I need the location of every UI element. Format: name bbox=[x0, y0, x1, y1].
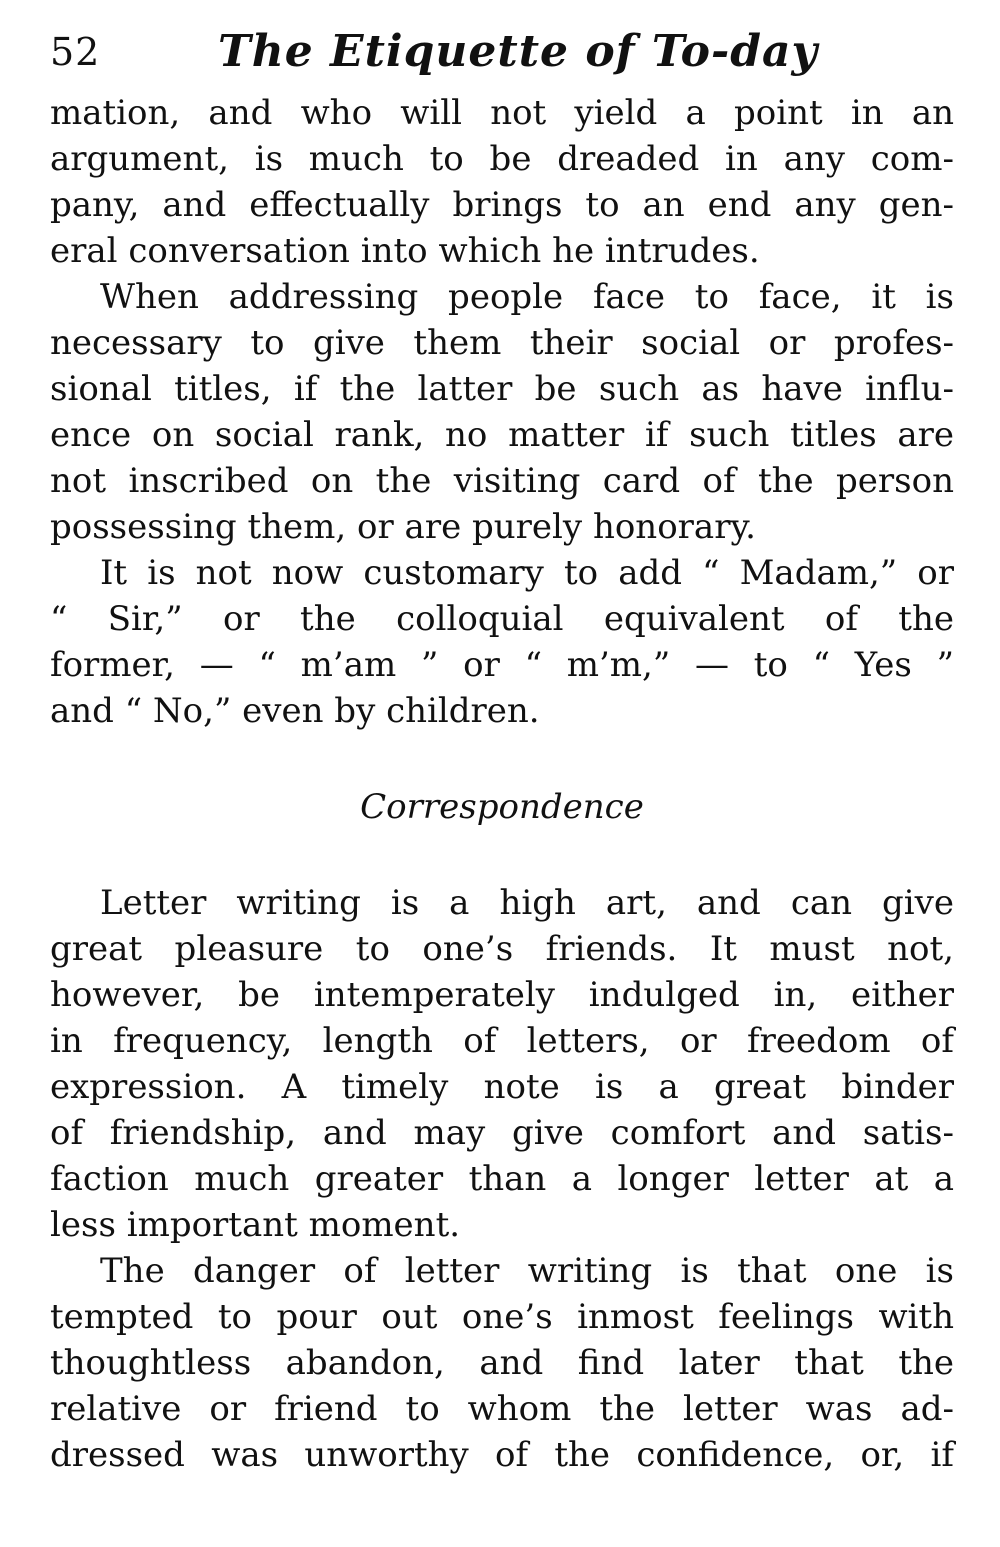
running-head bbox=[50, 26, 954, 90]
book-title: The Etiquette of To-day bbox=[218, 26, 819, 77]
text-line: The danger of letter writing is that one is bbox=[100, 1251, 954, 1291]
text-line: less important moment. bbox=[50, 1205, 461, 1245]
text-line: pany, and effectually brings to an end any gen- bbox=[50, 185, 954, 225]
text-line: Letter writing is a high art, and can give bbox=[100, 883, 954, 923]
text-line: mation, and who will not yield a point in an bbox=[50, 93, 954, 133]
text-line: faction much greater than a longer letter at a bbox=[50, 1159, 954, 1199]
paragraph-titles bbox=[50, 274, 954, 550]
paragraph-danger bbox=[50, 1248, 954, 1478]
page-number: 52 bbox=[50, 30, 101, 74]
text-line: of friendship, and may give comfort and satis- bbox=[50, 1113, 954, 1153]
text-line: tempted to pour out one’s inmost feelings with bbox=[50, 1297, 954, 1337]
text-line: “ Sir,” or the colloquial equivalent of the bbox=[50, 599, 954, 639]
text-line: It is not now customary to add “ Madam,” or bbox=[100, 553, 954, 593]
text-line: however, be intemperately indulged in, either bbox=[50, 975, 954, 1015]
paragraph-letter-writing bbox=[50, 880, 954, 1248]
text-line: and “ No,” even by children. bbox=[50, 691, 540, 731]
text-line: possessing them, or are purely honorary. bbox=[50, 507, 756, 547]
text-line: necessary to give them their social or profes- bbox=[50, 323, 954, 363]
text-line: thoughtless abandon, and find later that the bbox=[50, 1343, 954, 1383]
text-line: former, — “ m’am ” or “ m’m,” — to “ Yes ” bbox=[50, 645, 954, 685]
text-line: not inscribed on the visiting card of the person bbox=[50, 461, 954, 501]
section-heading: Correspondence bbox=[360, 787, 644, 827]
book-page bbox=[50, 26, 954, 1478]
text-line: When addressing people face to face, it is bbox=[100, 277, 954, 317]
text-line: argument, is much to be dreaded in any com- bbox=[50, 139, 954, 179]
text-line: in frequency, length of letters, or freedom of bbox=[50, 1021, 954, 1061]
text-line: eral conversation into which he intrudes. bbox=[50, 231, 760, 271]
text-line: dressed was unworthy of the confidence, or, if bbox=[50, 1435, 954, 1475]
text-line: sional titles, if the latter be such as have influ- bbox=[50, 369, 954, 409]
text-line: great pleasure to one’s friends. It must not, bbox=[50, 929, 954, 969]
text-line: ence on social rank, no matter if such titles are bbox=[50, 415, 954, 455]
paragraph-madam-sir bbox=[50, 550, 954, 734]
paragraph-continuation bbox=[50, 90, 954, 274]
text-line: relative or friend to whom the letter was ad- bbox=[50, 1389, 954, 1429]
text-line: expression. A timely note is a great binder bbox=[50, 1067, 954, 1107]
body-text bbox=[50, 90, 954, 1478]
